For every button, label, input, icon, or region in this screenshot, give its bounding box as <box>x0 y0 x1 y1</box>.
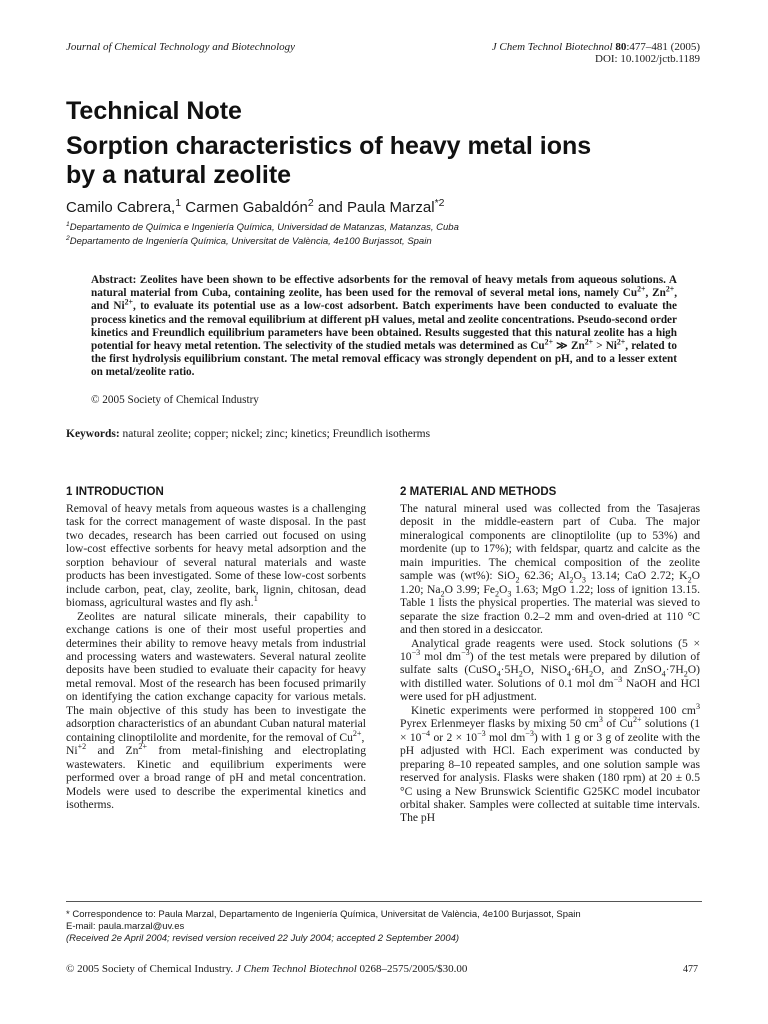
author-list <box>66 199 445 217</box>
superscript: −4 <box>421 728 431 738</box>
paragraph-text: Removal of heavy metals from aqueous wastes is a challenging task for the correct management of waste disposal. In the past two decades, research has been carried out focused on using low-cost effective sorbents for heavy metal adsorption and the sorption behaviour of several natural materials and waste products has been investigated. Some of these low-cost sorbents include carbon, peat, clay, zeolite, bark, lignin, chitosan, dead biomass, agricultural wastes and fly ash. <box>66 502 366 610</box>
footer-copyright: © 2005 Society of Chemical Industry. <box>66 963 236 975</box>
article-title-line-2: by a natural zeolite <box>66 161 292 189</box>
paragraph-text: 62.36; Al <box>519 569 570 583</box>
paragraph <box>400 502 700 637</box>
received-dates: (Received 2e April 2004; revised version received 22 July 2004; accepted 2 September 2004) <box>66 933 460 944</box>
keywords-label: Keywords: <box>66 428 120 440</box>
footer-issn: 0268–2575/2005/$30.00 <box>356 963 468 975</box>
author-affiliation-mark: 1 <box>175 197 182 209</box>
left-column-text <box>66 502 366 811</box>
page-footer <box>66 963 467 975</box>
affiliation-mark: 1 <box>66 220 70 228</box>
affiliation-text: Departamento de Ingeniería Química, Universitat de València, 4e100 Burjassot, Spain <box>69 236 432 247</box>
page-number: 477 <box>683 964 698 975</box>
ion-charge: 2+ <box>352 728 362 738</box>
paragraph-text: of Cu <box>602 717 633 731</box>
author-affiliation-mark: 2 <box>307 197 314 209</box>
paragraph <box>66 610 366 812</box>
paragraph-text: ·7H <box>665 663 684 677</box>
paragraph-text: or 2 × 10 <box>430 730 478 744</box>
subscript: 4 <box>496 669 501 679</box>
paragraph-text: ) of the test metals were prepared by dilution of sulfate salts (CuSO <box>400 649 701 677</box>
abstract-copyright: © 2005 Society of Chemical Industry <box>91 394 259 406</box>
citation-volume: 80 <box>615 41 627 53</box>
paragraph-text: from metal-finishing and electroplating wastewaters. Kinetic and equilibrium experiments were performed over a broad range of pH and metal concentration. Models were used to describe the experimental kinetics and isotherms. <box>66 744 366 811</box>
subscript: 4 <box>661 669 666 679</box>
author-name: Carmen Gabaldón <box>181 199 308 216</box>
correspondence-footnote: * Correspondence to: Paula Marzal, Departamento de Ingeniería Química, Universitat de València, 4e100 Burjassot, Spain <box>66 909 581 920</box>
subscript: 2 <box>588 669 594 679</box>
subscript: 3 <box>507 589 512 599</box>
paragraph <box>66 502 366 610</box>
citation-journal: J Chem Technol Biotechnol <box>491 41 613 53</box>
superscript: −3 <box>613 675 623 685</box>
subscript: 2 <box>494 589 500 599</box>
paragraph <box>400 701 701 825</box>
paragraph-text: ) with 1 g or 3 g of zeolite with the pH adjusted with HCl. Each experiment was conducted by preparing 8–10 repeated samples, and one solution sample was reserved for analysis. Flasks were shaken (180 rpm) at 20 ± 0.5 °C using a New Brunswick Scientific G25KC model incubator orbital shaker. Samples were collected at suitable time intervals. The pH <box>400 730 701 825</box>
citation-pages: :477–481 (2005) <box>626 41 700 53</box>
paragraph-text: O <box>573 569 582 583</box>
ion-charge: 2+ <box>138 742 148 752</box>
paragraph-text: mol dm <box>420 649 462 663</box>
paragraph-text: mol dm <box>485 730 526 744</box>
subscript: 2 <box>440 589 445 599</box>
subscript: 2 <box>518 669 523 679</box>
citation-ref[interactable]: 1 <box>253 594 258 604</box>
paragraph-text: ·5H <box>500 663 519 677</box>
paragraph-text: 13.14; CaO 2.72; K <box>585 569 688 583</box>
ion-charge: 2+ <box>616 337 626 347</box>
paragraph-text: Zeolites are natural silicate minerals, their capability to exchange cations is one of their most useful properties and determines their ability to remove heavy metals from industrial and processing waters and wastewaters. Several natural zeolite deposits have been studied to evaluate their capacity for heavy metal removal. Most of the research has been focused primarily on identifying the cation exchange capacity for various metals. The main objective of this study has been to investigate the adsorption characteristics of an abundant Cuban natural material containing clinoptilolite and mordenite, for the removal of Cu <box>66 609 366 744</box>
paragraph-text: O 1.20; Na <box>400 569 700 596</box>
paragraph-text: , <box>361 730 365 744</box>
superscript: 3 <box>695 701 700 711</box>
abstract-text: , and Ni <box>91 287 677 313</box>
paragraph-text: O 3.99; Fe <box>444 582 495 596</box>
doi[interactable]: DOI: 10.1002/jctb.1189 <box>595 53 700 65</box>
affiliation-1 <box>66 222 459 234</box>
author-name: and Paula Marzal <box>313 199 435 216</box>
abstract <box>91 274 677 380</box>
paragraph-text: The natural mineral used was collected from the Tasajeras deposit in the middle-eastern part of Cuba. The major mineralogical components are clinoptilolite (up to 53%) and mordenite (up to 17%); with feldspar, quartz and calcite as the main impurities. The chemical composition of the zeolite sample was (wt%): SiO <box>400 502 700 583</box>
ion-charge: 2+ <box>637 284 646 294</box>
paragraph-text: solutions (1 × 10 <box>400 717 700 744</box>
ion-charge: 2+ <box>665 284 675 294</box>
superscript: −3 <box>477 728 486 738</box>
superscript: −3 <box>411 648 421 658</box>
subscript: 4 <box>566 669 571 679</box>
subscript: 2 <box>687 575 692 585</box>
paragraph-text: and Zn <box>86 744 139 758</box>
running-header-journal: Journal of Chemical Technology and Biotechnology <box>66 41 296 53</box>
ion-charge: 2+ <box>632 715 642 725</box>
superscript: 3 <box>598 715 603 725</box>
ion-charge: 2+ <box>124 297 133 307</box>
section-heading-methods: 2 MATERIAL AND METHODS <box>400 486 557 498</box>
right-column-text <box>400 502 700 825</box>
abstract-text: ≫ Zn <box>553 340 585 353</box>
abstract-text: Abstract: Zeolites have been shown to be effective adsorbents for the removal of heavy metals from aqueous solutions. A natural material from Cuba, containing zeolite, has been used for the removal of several metal ions, namely Cu <box>91 274 677 300</box>
paragraph-text: O) with distilled water. Solutions of 0.1 mol dm <box>400 663 700 690</box>
paragraph-text: Ni <box>66 744 78 758</box>
affiliation-mark: 2 <box>66 234 70 242</box>
subscript: 2 <box>515 575 520 585</box>
paragraph <box>400 637 700 704</box>
paragraph-text: Kinetic experiments were performed in stoppered 100 cm <box>411 703 696 717</box>
ion-charge: 2+ <box>544 337 554 347</box>
abstract-text: , Zn <box>645 287 666 300</box>
subscript: 3 <box>581 575 586 585</box>
paragraph-text: Pyrex Erlenmeyer flasks by mixing 50 cm <box>400 717 599 731</box>
superscript: −3 <box>525 728 534 738</box>
footnote-divider <box>66 901 702 902</box>
author-affiliation-mark: *2 <box>434 197 445 209</box>
article-type-heading: Technical Note <box>66 97 242 125</box>
affiliation-2 <box>66 236 432 248</box>
paragraph-text: NaOH and HCl were used for pH adjustment. <box>400 676 701 704</box>
abstract-text: , to evaluate its potential use as a low-cost adsorbent. Batch experiments have been conducted to evaluate the process kinetics and the removal equilibrium at different pH values, metal and zeolite concentrations. Pseudo-second order kinetics and Freundlich equilibrium parameters have been obtained. Results suggested that this natural zeolite has a high potential for heavy metal retention. The selectivity of the studied metals was determined as Cu <box>91 300 677 353</box>
title-block <box>66 97 706 190</box>
keywords-text: natural zeolite; copper; nickel; zinc; kinetics; Freundlich isotherms <box>119 428 431 440</box>
paragraph-text: Analytical grade reagents were used. Stock solutions (5 × 10 <box>400 636 700 663</box>
article-title-line-1: Sorption characteristics of heavy metal ions <box>66 132 592 160</box>
abstract-text: , related to the first hydrolysis equilibrium constant. The metal removal efficacy was strongly dependent on pH, and to a lesser extent on metal/zeolite ratio. <box>91 340 677 379</box>
subscript: 2 <box>683 669 688 679</box>
author-name: Camilo Cabrera, <box>66 199 176 216</box>
paragraph-text: O, and ZnSO <box>593 663 662 677</box>
superscript: −3 <box>461 648 470 658</box>
paragraph-text: O, NiSO <box>522 663 567 677</box>
footer-journal: J Chem Technol Biotechnol <box>235 963 357 975</box>
paragraph-text: 1.63; MgO 1.22; loss of ignition 13.15. Table 1 lists the physical properties. The material was sieved to separate the size fraction 0.2–2 mm and oven-dried at 110 °C and then stored in a desiccator. <box>400 582 700 637</box>
email-footnote[interactable]: E-mail: paula.marzal@uv.es <box>66 921 185 932</box>
paragraph-text: ·6H <box>570 663 589 677</box>
ion-charge: +2 <box>77 742 87 752</box>
running-header-citation <box>492 41 700 65</box>
abstract-text: > Ni <box>593 340 617 353</box>
ion-charge: 2+ <box>584 337 594 347</box>
keywords <box>66 428 430 441</box>
subscript: 2 <box>569 575 574 585</box>
section-heading-introduction: 1 INTRODUCTION <box>66 486 164 498</box>
paragraph-text: O <box>499 582 508 596</box>
affiliation-text: Departamento de Química e Ingeniería Química, Universidad de Matanzas, Matanzas, Cuba <box>69 222 459 233</box>
